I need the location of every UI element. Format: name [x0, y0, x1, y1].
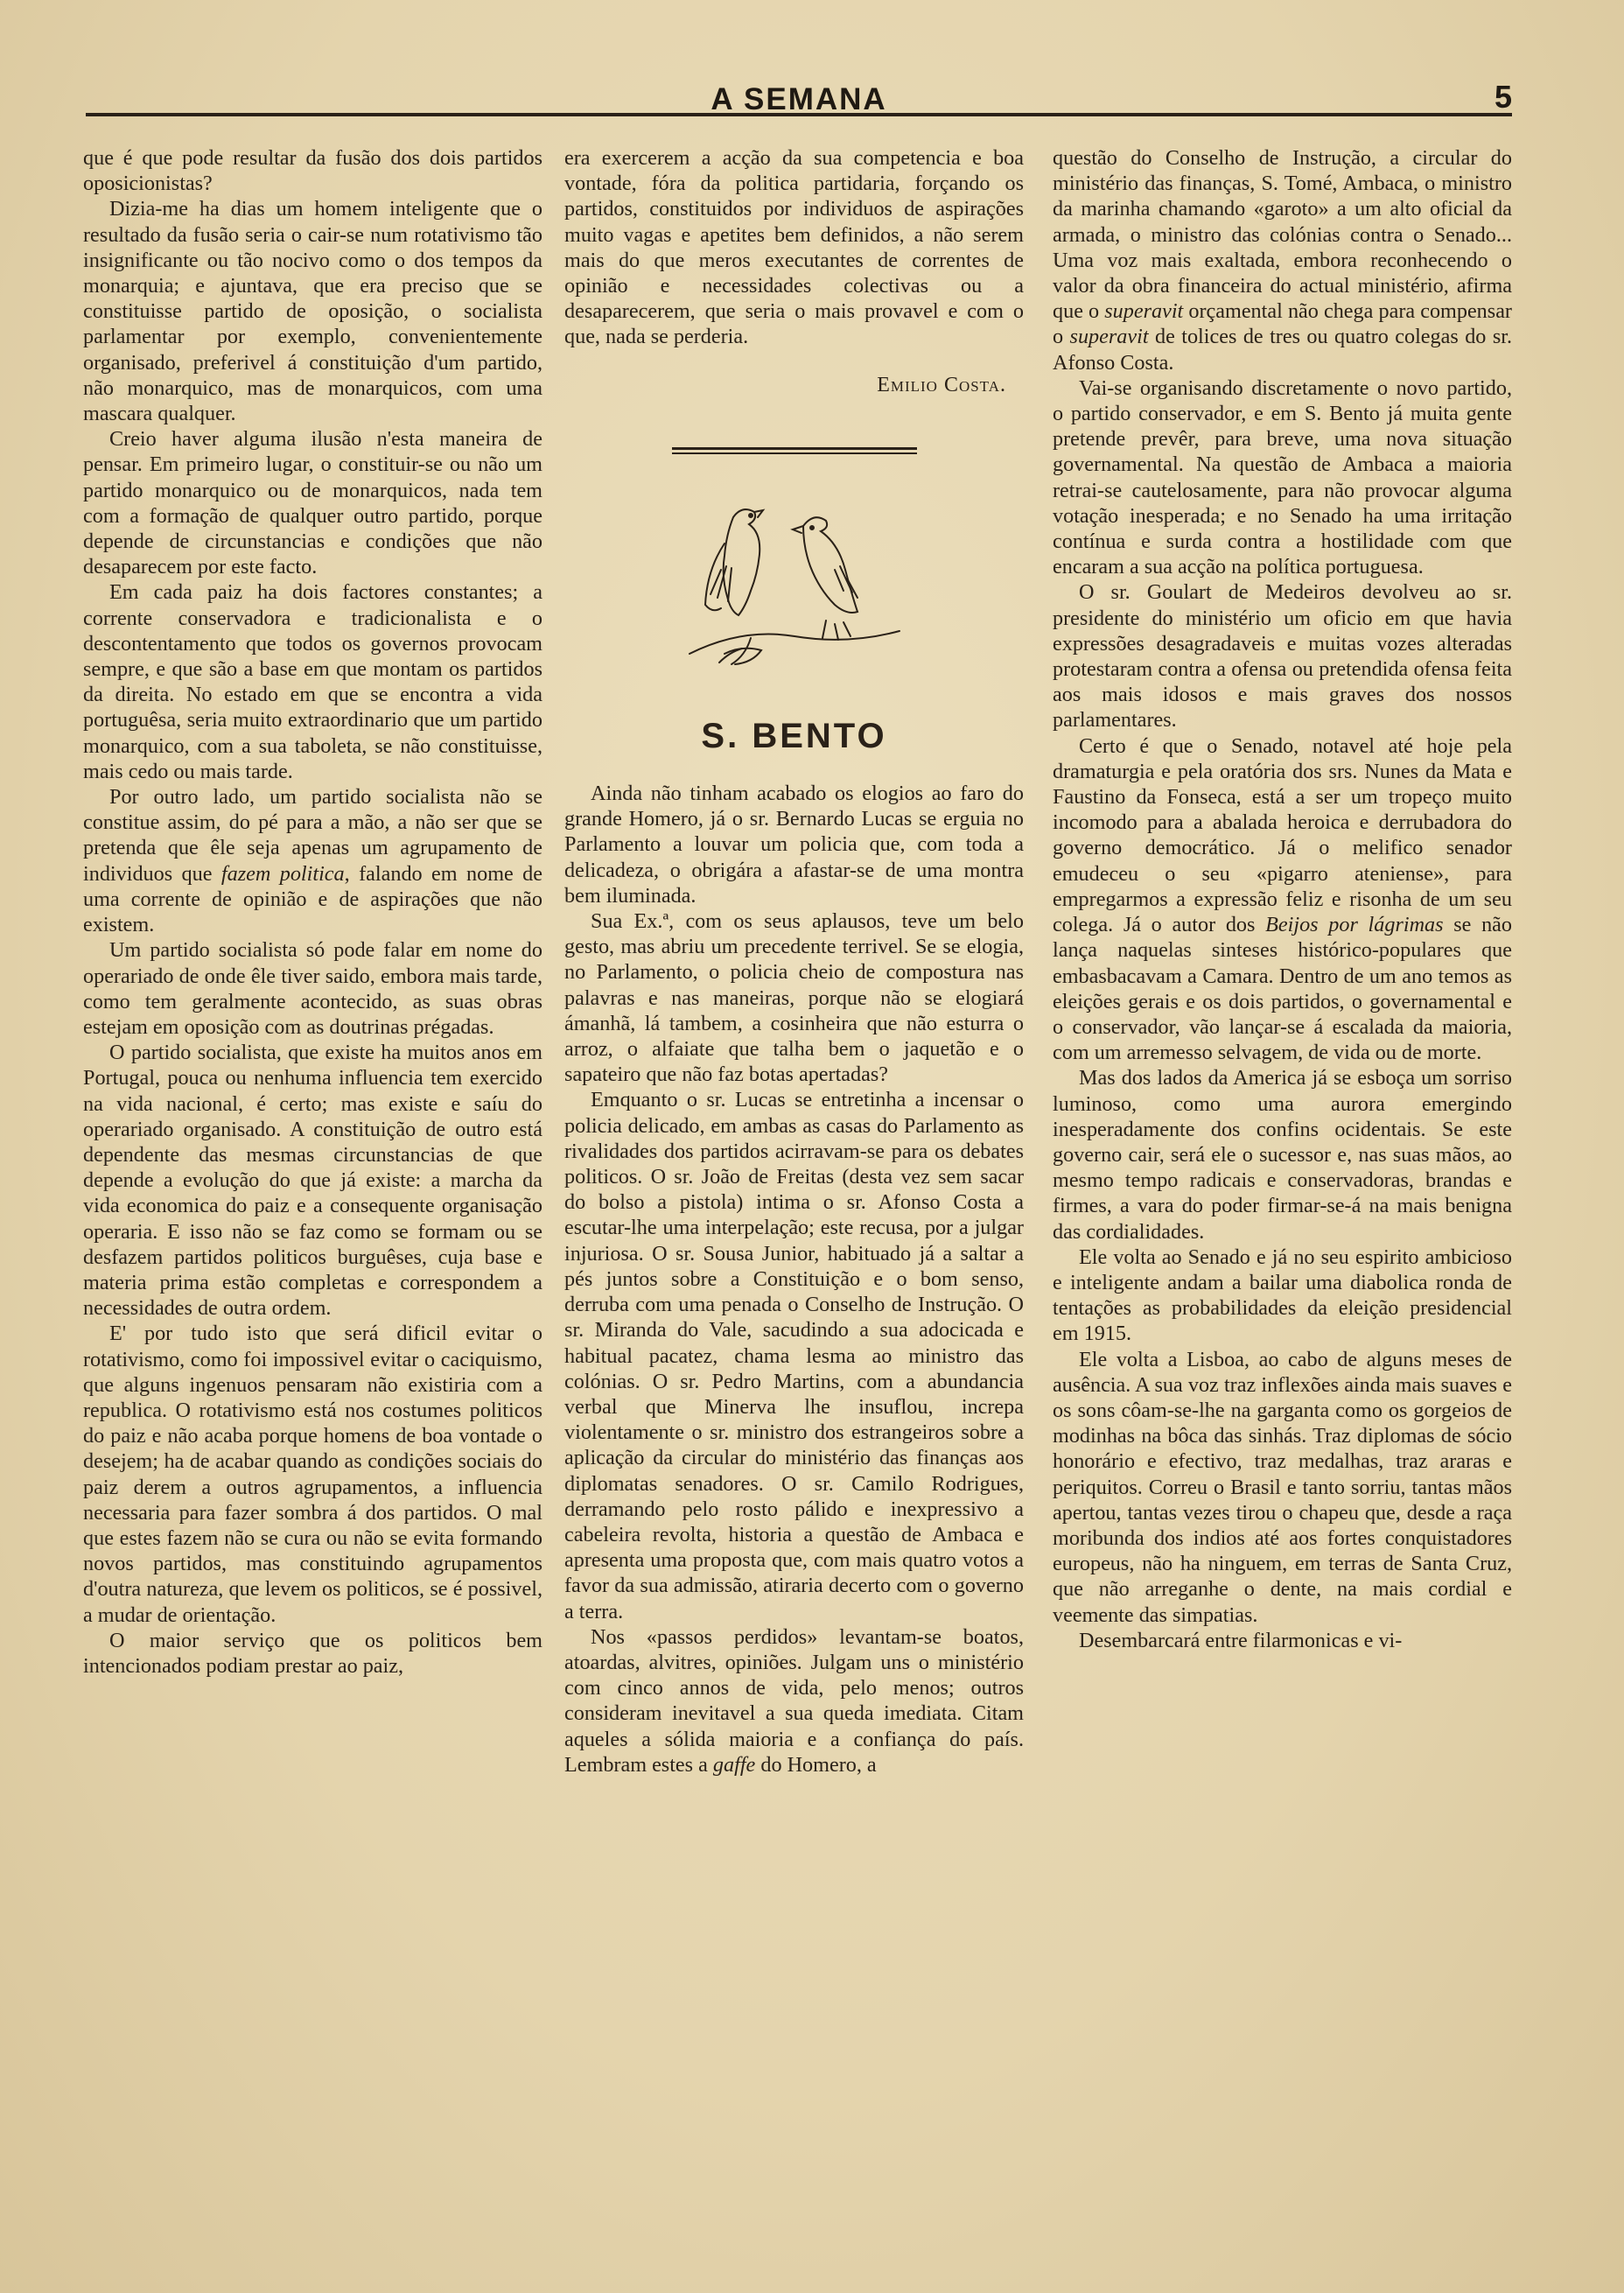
page-number: 5 — [1494, 79, 1512, 115]
paragraph — [1053, 733, 1512, 1066]
paragraph: Em cada paiz ha dois factores constantes; a corrente conservadora e tradicionalista e o descontentamento que todos os governos provocam sempre, e que são a base em que montam os partidos da direita. No estado em que se encontra a vida portuguêsa, seria muito extraordinario que um partido monarquico, com a sua taboleta, se não constituisse, mais cedo ou mais tarde. — [83, 580, 542, 783]
paragraph: E' por tudo isto que será dificil evitar o rotativismo, como foi impossivel evitar o caciquismo, que alguns ingenuos pensaram não existiria com a republica. O rotativismo está nos costumes politicos do paiz e não acaba porque homens de boa vontade o desejem; ha de acabar quando as condições sociais do paiz derem a outros agrupamentos, a influencia necessaria para fazer sombra á dos partidos. O mal que estes fazem não se cura ou não se evita formando novos partidos, mas constituindo agrupamentos d'outra natureza, que levem os politicos, se é possivel, a mudar de orientação. — [83, 1322, 542, 1627]
text-run: se não lança naquelas sinteses histórico-populares que embasbacavam a Camara. Dentro de um ano temos as eleições gerais e os dois partidos, o governamental e o conservador, vão lançar-se á escalada da maioria, com um arremesso selvagem, de vida ou de morte. — [1053, 913, 1512, 1065]
italic-text: gaffe — [712, 1752, 756, 1777]
paragraph — [564, 1624, 1024, 1778]
paragraph: que é que pode resultar da fusão dos dois partidos oposicionistas? — [83, 146, 542, 196]
paragraph: Mas dos lados da America já se esboça um sorriso luminoso, como uma aurora emergindo inesperadamente dos confins ocidentais. Se este governo cair, será ele o sucessor e, nas suas mãos, ao mesmo tempo radicais e conservadoras, brandas e firmes, a vara do poder firmar-se-á na mais benigna das cordialidades. — [1053, 1066, 1512, 1244]
two-birds-illustration — [672, 482, 917, 684]
paragraph: Vai-se organisando discretamente o novo partido, o partido conservador, e em S. Bento já muita gente pretende prevêr, para breve, uma nova situação governamental. Na questão de Ambaca a maioria retrai-se cautelosamente, para não provocar alguma votação inesperada; e no Senado ha uma irritação contínua e surda contra a hostilidade com que encaram a sua acção na política portuguesa. — [1053, 375, 1512, 579]
paragraph: era exercerem a acção da sua competencia e boa vontade, fóra da politica partidaria, forçando os partidos, constituidos por individuos de aspirações muito vagas e apetites bem definidos, a não serem mais do que meros executantes de correntes de opinião e necessidades colectivas ou a desaparecerem, que seria o mais provavel e com o que, nada se perderia. — [564, 146, 1024, 349]
italic-text: superavit — [1069, 325, 1149, 349]
text-run: orçamental não chega para compensar o — [1053, 299, 1512, 349]
section-title: S. BENTO — [701, 716, 887, 755]
text-run: Nos «passos perdidos» levantam-se boatos, atoardas, alvitres, opiniões. Julgam uns o ministério com cinco annos de vida, pelo menos; outros consideram inevitavel a sua queda imediata. Citam aqueles a sólida maioria e a confiança do país. Lembram estes a — [564, 1624, 1024, 1777]
author-signature: Emilio Costa. — [877, 373, 1006, 396]
paragraph: O partido socialista, que existe ha muitos anos em Portugal, pouca ou nenhuma influencia tem exercido na vida nacional, é certo; mas existe e saíu do operariado organisado. A constituição de outro está dependente das mesmas circunstancias de que depende a evolução do que já existe: a marcha da vida economica do paiz e a consequente organisação operaria. E isso não se faz como se formam ou se desfazem partidos politicos burguêses, cuja base e materia prima estão completas e correspondem a necessidades de outra ordem. — [83, 1041, 542, 1321]
italic-text: superavit — [1104, 299, 1184, 324]
text-run: , falando em nome de uma corrente de opinião e de aspirações que não existem. — [83, 861, 542, 937]
paragraph: Desembarcará entre filarmonicas e vi- — [1079, 1628, 1403, 1652]
newspaper-title: A SEMANA — [710, 82, 887, 116]
italic-text: Beijos por lágrimas — [1265, 913, 1444, 937]
column-2 — [564, 145, 1024, 1778]
paragraph: Emquanto o sr. Lucas se entretinha a incensar o policia delicado, em ambas as casas do Parlamento as rivalidades dos partidos acirravam-se para os debates politicos. O sr. João de Freitas (desta vez sem sacar do bolso a pistola) intima o sr. Afonso Costa a escutar-lhe uma interpelação; este recusa, por a julgar injuriosa. O sr. Sousa Junior, habituado já a saltar a pés juntos sobre a Constituição e o bom senso, derruba com uma penada o Conselho de Instrução. O sr. Miranda do Vale, sacudindo a sua adocicada e habitual pacatez, chama lesma ao ministro das colónias. O sr. Pedro Martins, com a abundancia verbal que Minerva lhe insuflou, increpa violentamente o sr. ministro dos estrangeiros sobre a aplicação da circular do ministério das finanças aos diplomatas senadores. O sr. Camilo Rodrigues, derramando pelo rosto pálido e inexpressivo a cabeleira revolta, historia a questão de Ambaca e apresenta uma proposta que, com mais quatro votos a favor da sua admissão, atiraria decerto com o governo a terra. — [564, 1088, 1024, 1623]
section-divider — [672, 447, 917, 454]
text-run: Certo é que o Senado, notavel até hoje pela dramaturgia e pela oratória dos srs. Nunes da Mata e Faustino da Fonseca, está a ser um tropeço muito incomodo para a abalada heroica e derrubadora do governo democrático. Já o melifico senador emudeceu o seu «pigarro ateniense», para empregarmos a expressão feliz e risonha de um seu colega. Já o autor dos — [1053, 733, 1512, 937]
italic-text: fazem politica — [220, 861, 345, 886]
header-rule — [86, 113, 1512, 116]
paragraph: Ele volta a Lisboa, ao cabo de alguns meses de ausência. A sua voz traz inflexões ainda mais suaves e os sons côam-se-lhe na garganta como os gorgeios de modinhas na bôca das sinhás. Traz diplomas de sócio honorário e efectivo, traz medalhas, traz araras e periquitos. Correu o Brasil e tanto sorriu, tantas mãos apertou, tantas vezes tirou o chapeu que, desde a raça moribunda dos indios até aos fortes conquistadores europeus, não ha ninguem, em terras de Santa Cruz, que não arreganhe o dente, na mais cordial e veemente das simpatias. — [1053, 1347, 1512, 1627]
paragraph: Sua Ex.ª, com os seus aplausos, teve um belo gesto, mas abriu um precedente terrivel. Se se elogia, no Parlamento, o policia cheio de compostura nas palavras e nas maneiras, porque não se elogiará ámanhã, lá tambem, a cosinheira que não esturra o arroz, o alfaiate que talha bem o jaquetão e o sapateiro que não faz botas apertadas? — [564, 909, 1024, 1087]
paragraph: Um partido socialista só pode falar em nome do operariado de onde êle tiver saido, embora mais tarde, como tem geralmente acontecido, as suas obras estejam em oposição com as doutrinas prégadas. — [83, 938, 542, 1039]
text-run: Por outro lado, um partido socialista não se constitue assim, do pé para a mão, a não ser que se pretenda que êle seja apenas um agrupamento de individuos que — [83, 785, 542, 886]
paragraph: Ele volta ao Senado e já no seu espirito ambicioso e inteligente andam a bailar uma diabolica ronda de tentações as probabilidades da eleição presidencial em 1915. — [1053, 1245, 1512, 1346]
paragraph — [83, 784, 542, 937]
paragraph: Creio haver alguma ilusão n'esta maneira de pensar. Em primeiro lugar, o constituir-se ou não um partido monarquico ou de monarquicos, nada tem com a formação de qualquer outro partido, porque depende de circunstancias e condições que não desaparecem por este facto. — [83, 427, 542, 579]
column-1 — [83, 145, 542, 1679]
text-run: do Homero, a — [755, 1752, 877, 1777]
paragraph: O maior serviço que os politicos bem intencionados podiam prestar ao paiz, — [83, 1628, 542, 1678]
paragraph: O sr. Goulart de Medeiros devolveu ao sr. presidente do ministério um oficio em que havia expressões desagradaveis e muitas vozes alteradas protestaram contra a ofensa ou pretendida ofensa feita aos mais idosos e mais graves dos nossos parlamentares. — [1053, 580, 1512, 733]
text-run: de tolices de tres ou quatro colegas do sr. Afonso Costa. — [1053, 325, 1513, 375]
column-3 — [1053, 145, 1512, 1653]
text-run: questão do Conselho de Instrução, a circular do ministério das finanças, S. Tomé, Ambaca, o ministro da marinha chamando «garoto» a um alto oficial da armada, o ministro das colónias contra o Senado... Uma voz mais exaltada, embora reconhecendo o valor da obra financeira do actual ministério, afirma que o — [1053, 146, 1512, 324]
paragraph: Ainda não tinham acabado os elogios ao faro do grande Homero, já o sr. Bernardo Lucas se erguia no Parlamento a louvar um policia que, com toda a delicadeza, o obrigára a afastar-se de uma montra bem iluminada. — [564, 782, 1024, 908]
paragraph: Dizia-me ha dias um homem inteligente que o resultado da fusão seria o cair-se num rotativismo tão insignificante ou tão nocivo como o dos tempos da monarquia; e ajuntava, que era preciso que se constituisse partido de oposição, o socialista parlamentar por exemplo, convenientemente organisado, preferivel á constituição d'um partido, não monarquico, mas de monarquicos, com uma mascara qualquer. — [83, 197, 542, 426]
paragraph — [1053, 145, 1512, 375]
